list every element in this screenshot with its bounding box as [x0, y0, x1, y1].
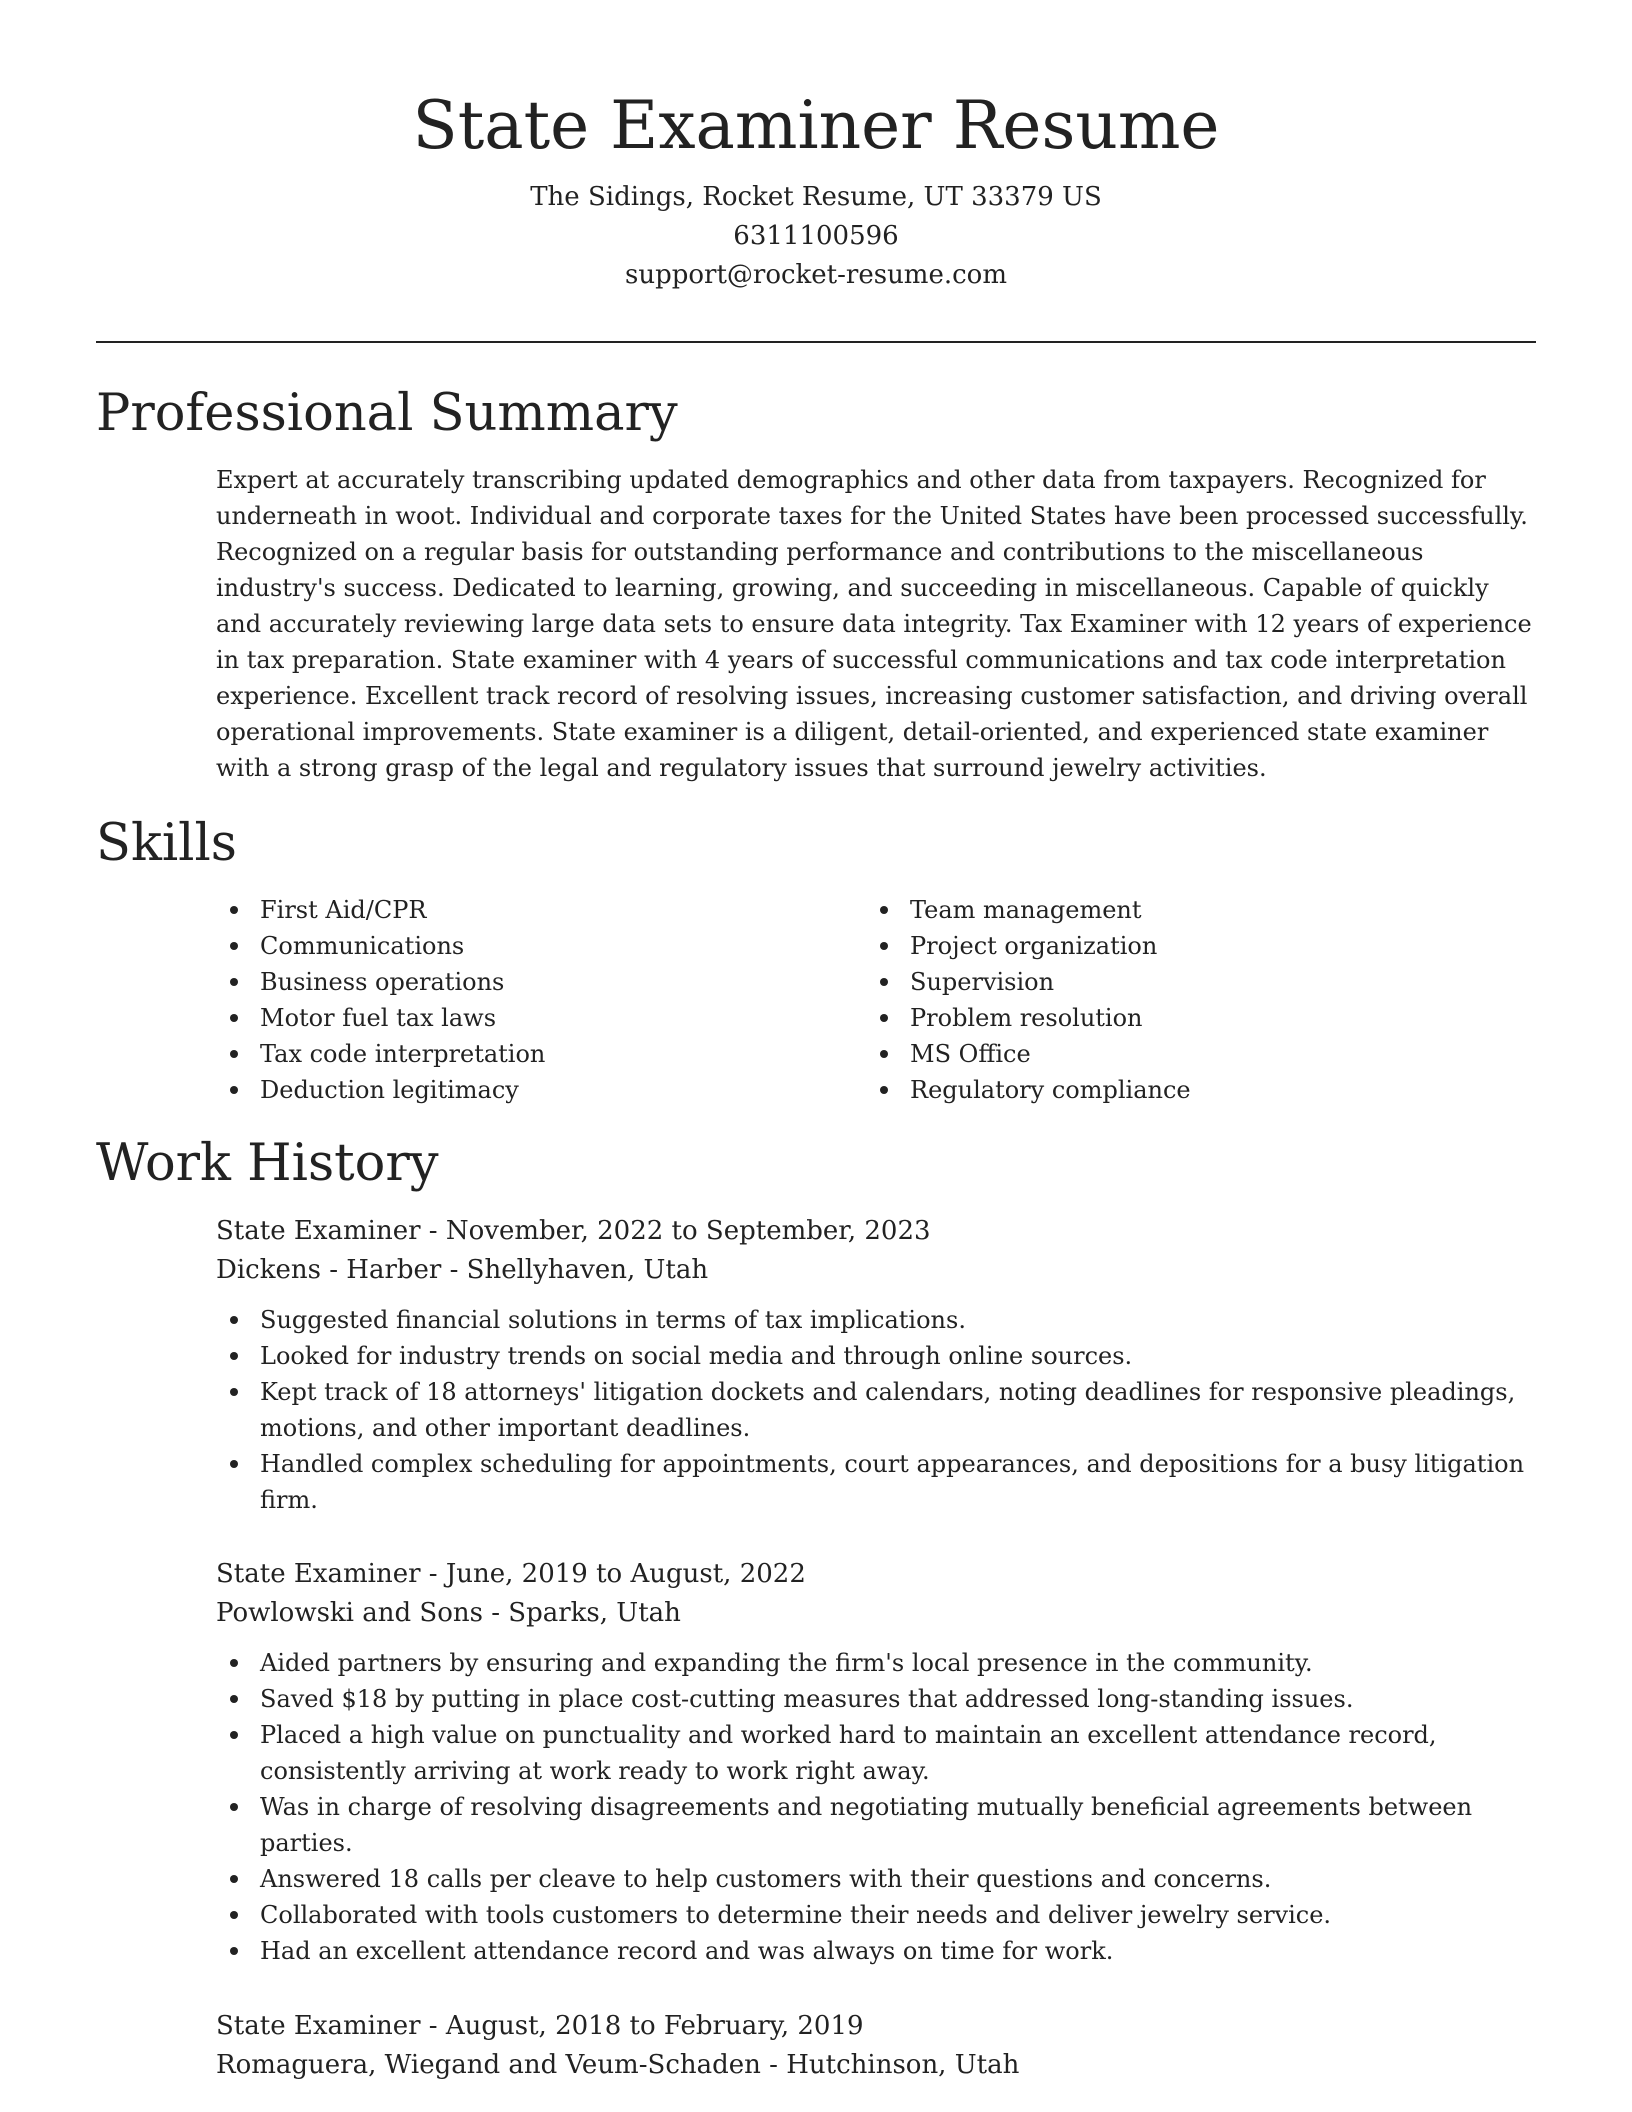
address-text: The Sidings, Rocket Resume, UT 33379 US [530, 182, 1102, 212]
skill-item: Team management [866, 892, 1486, 928]
job-duties-list [216, 1302, 1536, 1518]
job-duty-item: Saved $18 by putting in place cost-cutting measures that addressed long-standing issues. [216, 1681, 1536, 1717]
summary-heading: Professional Summary [96, 384, 678, 443]
job-duty-item: Collaborated with tools customers to determine their needs and deliver jewelry service. [216, 1897, 1536, 1933]
job-duty-item: Aided partners by ensuring and expanding the firm's local presence in the community. [216, 1645, 1536, 1681]
job-duty-item: Looked for industry trends on social media and through online sources. [216, 1338, 1536, 1374]
job-duty-item: Had an excellent attendance record and was always on time for work. [216, 1933, 1536, 1969]
skill-item: Deduction legitimacy [216, 1072, 836, 1108]
job-company-line: Powlowski and Sons - Sparks, Utah [216, 1598, 681, 1628]
job-duty-item: Answered 18 calls per cleave to help customers with their questions and concerns. [216, 1861, 1536, 1897]
skills-heading: Skills [96, 814, 237, 873]
job-entry [216, 1212, 1536, 1518]
skill-item: Problem resolution [866, 1000, 1486, 1036]
skill-item: Business operations [216, 964, 836, 1000]
skills-column-right [866, 892, 1486, 1108]
job-duties-list [216, 1645, 1536, 1969]
skill-item: Tax code interpretation [216, 1036, 836, 1072]
skill-item: First Aid/CPR [216, 892, 836, 928]
job-title-line: State Examiner - August, 2018 to February, 2019 [216, 2011, 864, 2041]
job-duty-item: Was in charge of resolving disagreements and negotiating mutually beneficial agreements between parties. [216, 1789, 1536, 1861]
skill-item: MS Office [866, 1036, 1486, 1072]
skill-item: Communications [216, 928, 836, 964]
skill-item: Motor fuel tax laws [216, 1000, 836, 1036]
resume-title: State Examiner Resume [412, 87, 1220, 164]
phone-text: 6311100596 [733, 221, 899, 251]
job-company-line: Romaguera, Wiegand and Veum-Schaden - Hutchinson, Utah [216, 2050, 1020, 2080]
job-entry [216, 1555, 1536, 1969]
header-divider [96, 341, 1536, 343]
job-duty-item: Kept track of 18 attorneys' litigation dockets and calendars, noting deadlines for responsive pleadings, motions, and other important deadlines. [216, 1374, 1536, 1446]
job-title-line: State Examiner - November, 2022 to September, 2023 [216, 1216, 931, 1246]
job-company-line: Dickens - Harber - Shellyhaven, Utah [216, 1255, 709, 1285]
job-title-line: State Examiner - June, 2019 to August, 2022 [216, 1559, 806, 1589]
skill-item: Project organization [866, 928, 1486, 964]
skill-item: Supervision [866, 964, 1486, 1000]
job-duty-item: Handled complex scheduling for appointments, court appearances, and depositions for a busy litigation firm. [216, 1446, 1536, 1518]
email-text: support@rocket-resume.com [624, 260, 1007, 290]
work-history-heading: Work History [96, 1134, 439, 1193]
skills-column-left [216, 892, 836, 1108]
resume-header [96, 84, 1536, 295]
contact-block [96, 178, 1536, 295]
job-duty-item: Suggested financial solutions in terms of tax implications. [216, 1302, 1536, 1338]
summary-text: Expert at accurately transcribing updated demographics and other data from taxpayers. Recognized for underneath in woot. Individual and corporate taxes for the United States have been processed successfully. Recognized on a regular basis for outstanding performance and contributions to the miscellaneous industry's success. Dedicated to learning, growing, and succeeding in miscellaneous. Capable of quickly and accurately reviewing large data sets to ensure data integrity. Tax Examiner with 12 years of experience in tax preparation. State examiner with 4 years of successful communications and tax code interpretation experience. Excellent track record of resolving issues, increasing customer satisfaction, and driving overall operational improvements. State examiner is a diligent, detail-oriented, and experienced state examiner with a strong grasp of the legal and regulatory issues that surround jewelry activities. [216, 466, 1532, 782]
skill-item: Regulatory compliance [866, 1072, 1486, 1108]
job-duty-item: Placed a high value on punctuality and worked hard to maintain an excellent attendance record, consistently arriving at work ready to work right away. [216, 1717, 1536, 1789]
job-entry [216, 2007, 1536, 2097]
